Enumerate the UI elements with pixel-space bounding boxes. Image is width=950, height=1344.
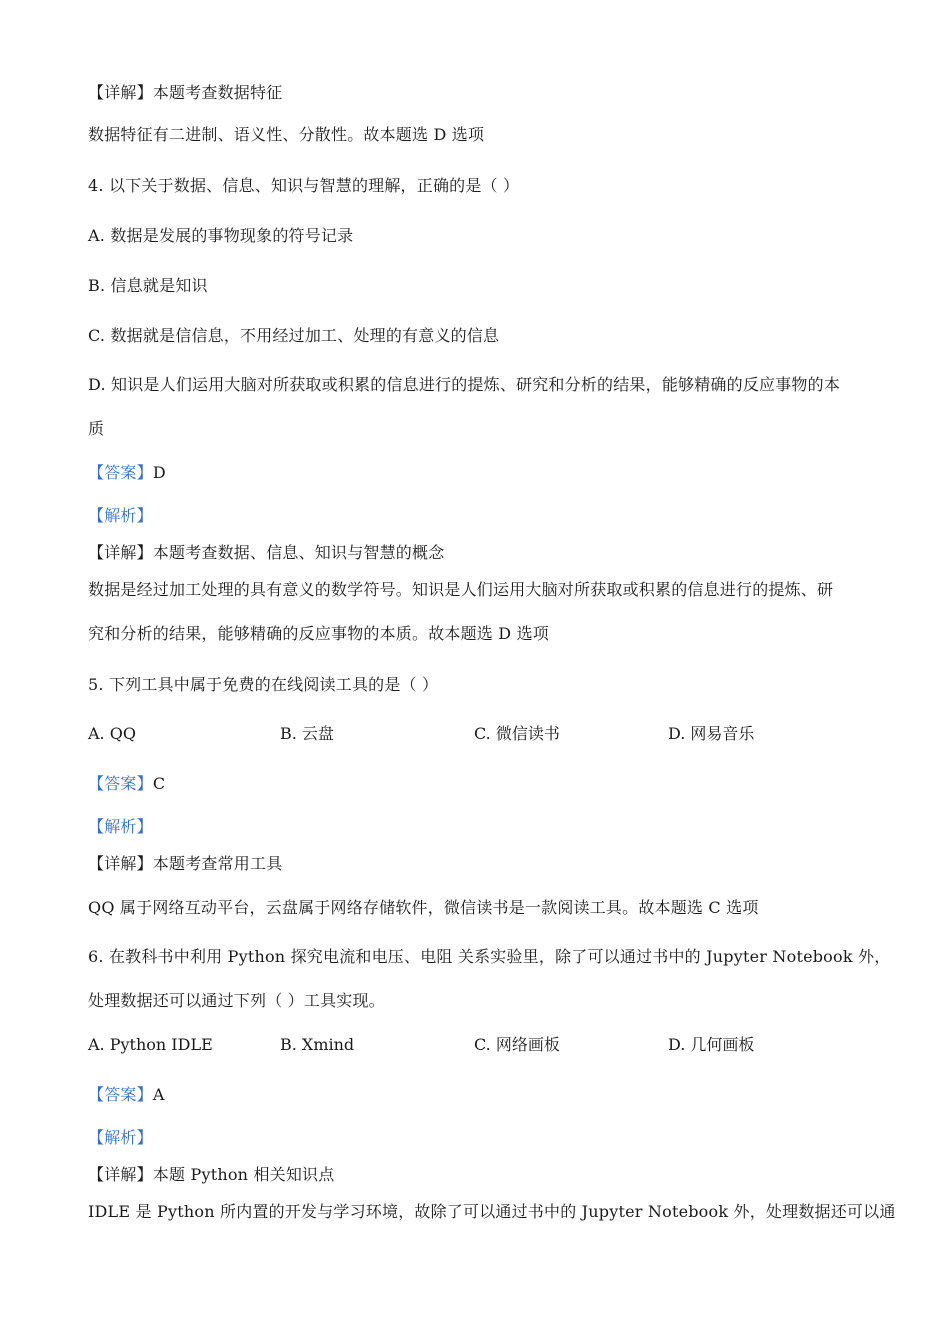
q4-explanation-line2: 究和分析的结果，能够精确的反应事物的本质。故本题选 D 选项: [88, 624, 550, 643]
q4-answer: [88, 462, 166, 484]
q5-analysis-tag: 【解析】: [88, 817, 153, 836]
q6-detail: 【详解】本题 Python 相关知识点: [88, 1165, 335, 1184]
q4-option-b: B. 信息就是知识: [88, 276, 208, 295]
q4-analysis-tag: 【解析】: [88, 506, 153, 525]
q4-option-a: A. 数据是发展的事物现象的符号记录: [88, 226, 354, 245]
question-4: 4. 以下关于数据、信息、知识与智慧的理解，正确的是（ ）: [88, 176, 520, 195]
q4-option-c: C. 数据就是信信息，不用经过加工、处理的有意义的信息: [88, 326, 500, 345]
q5-explanation: QQ 属于网络互动平台，云盘属于网络存储软件，微信读书是一款阅读工具。故本题选 C 选项: [88, 898, 759, 917]
q6-answer: [88, 1084, 165, 1106]
q4-explanation-line1: 数据是经过加工处理的具有意义的数学符号。知识是人们运用大脑对所获取或积累的信息进行的提炼、研: [88, 580, 834, 599]
answer-value: A: [152, 1085, 165, 1104]
question-5: 5. 下列工具中属于免费的在线阅读工具的是（ ）: [88, 675, 439, 694]
answer-value: C: [152, 774, 166, 793]
q6-option-a: A. Python IDLE: [88, 1035, 213, 1054]
q4-option-d-line2: 质: [88, 419, 105, 438]
answer-tag: 【答案】: [88, 1085, 153, 1104]
answer-tag: 【答案】: [88, 463, 153, 482]
detail-q3: 【详解】本题考查数据特征: [88, 83, 283, 102]
q4-detail: 【详解】本题考查数据、信息、知识与智慧的概念: [88, 543, 445, 562]
q6-option-c: C. 网络画板: [474, 1035, 560, 1054]
q5-option-b: B. 云盘: [280, 724, 334, 743]
answer-tag: 【答案】: [88, 774, 153, 793]
q6-option-d: D. 几何画板: [668, 1035, 755, 1054]
q5-option-d: D. 网易音乐: [668, 724, 755, 743]
q5-detail: 【详解】本题考查常用工具: [88, 854, 283, 873]
explanation-q3: 数据特征有二进制、语义性、分散性。故本题选 D 选项: [88, 125, 485, 144]
q6-analysis-tag: 【解析】: [88, 1128, 153, 1147]
question-6-line1: 6. 在教科书中利用 Python 探究电流和电压、电阻 关系实验里，除了可以通过书中的 Jupyter Notebook 外，: [88, 947, 891, 966]
q4-option-d-line1: D. 知识是人们运用大脑对所获取或积累的信息进行的提炼、研究和分析的结果，能够精确的反应事物的本: [88, 375, 841, 394]
answer-value: D: [152, 463, 166, 482]
q6-option-b: B. Xmind: [280, 1035, 355, 1054]
q5-option-c: C. 微信读书: [474, 724, 560, 743]
q6-explanation: IDLE 是 Python 所内置的开发与学习环境，故除了可以通过书中的 Jupyter Notebook 外，处理数据还可以通: [88, 1202, 896, 1221]
q5-answer: [88, 773, 165, 795]
question-6-line2: 处理数据还可以通过下列（ ）工具实现。: [88, 991, 385, 1010]
q5-option-a: A. QQ: [88, 724, 136, 743]
